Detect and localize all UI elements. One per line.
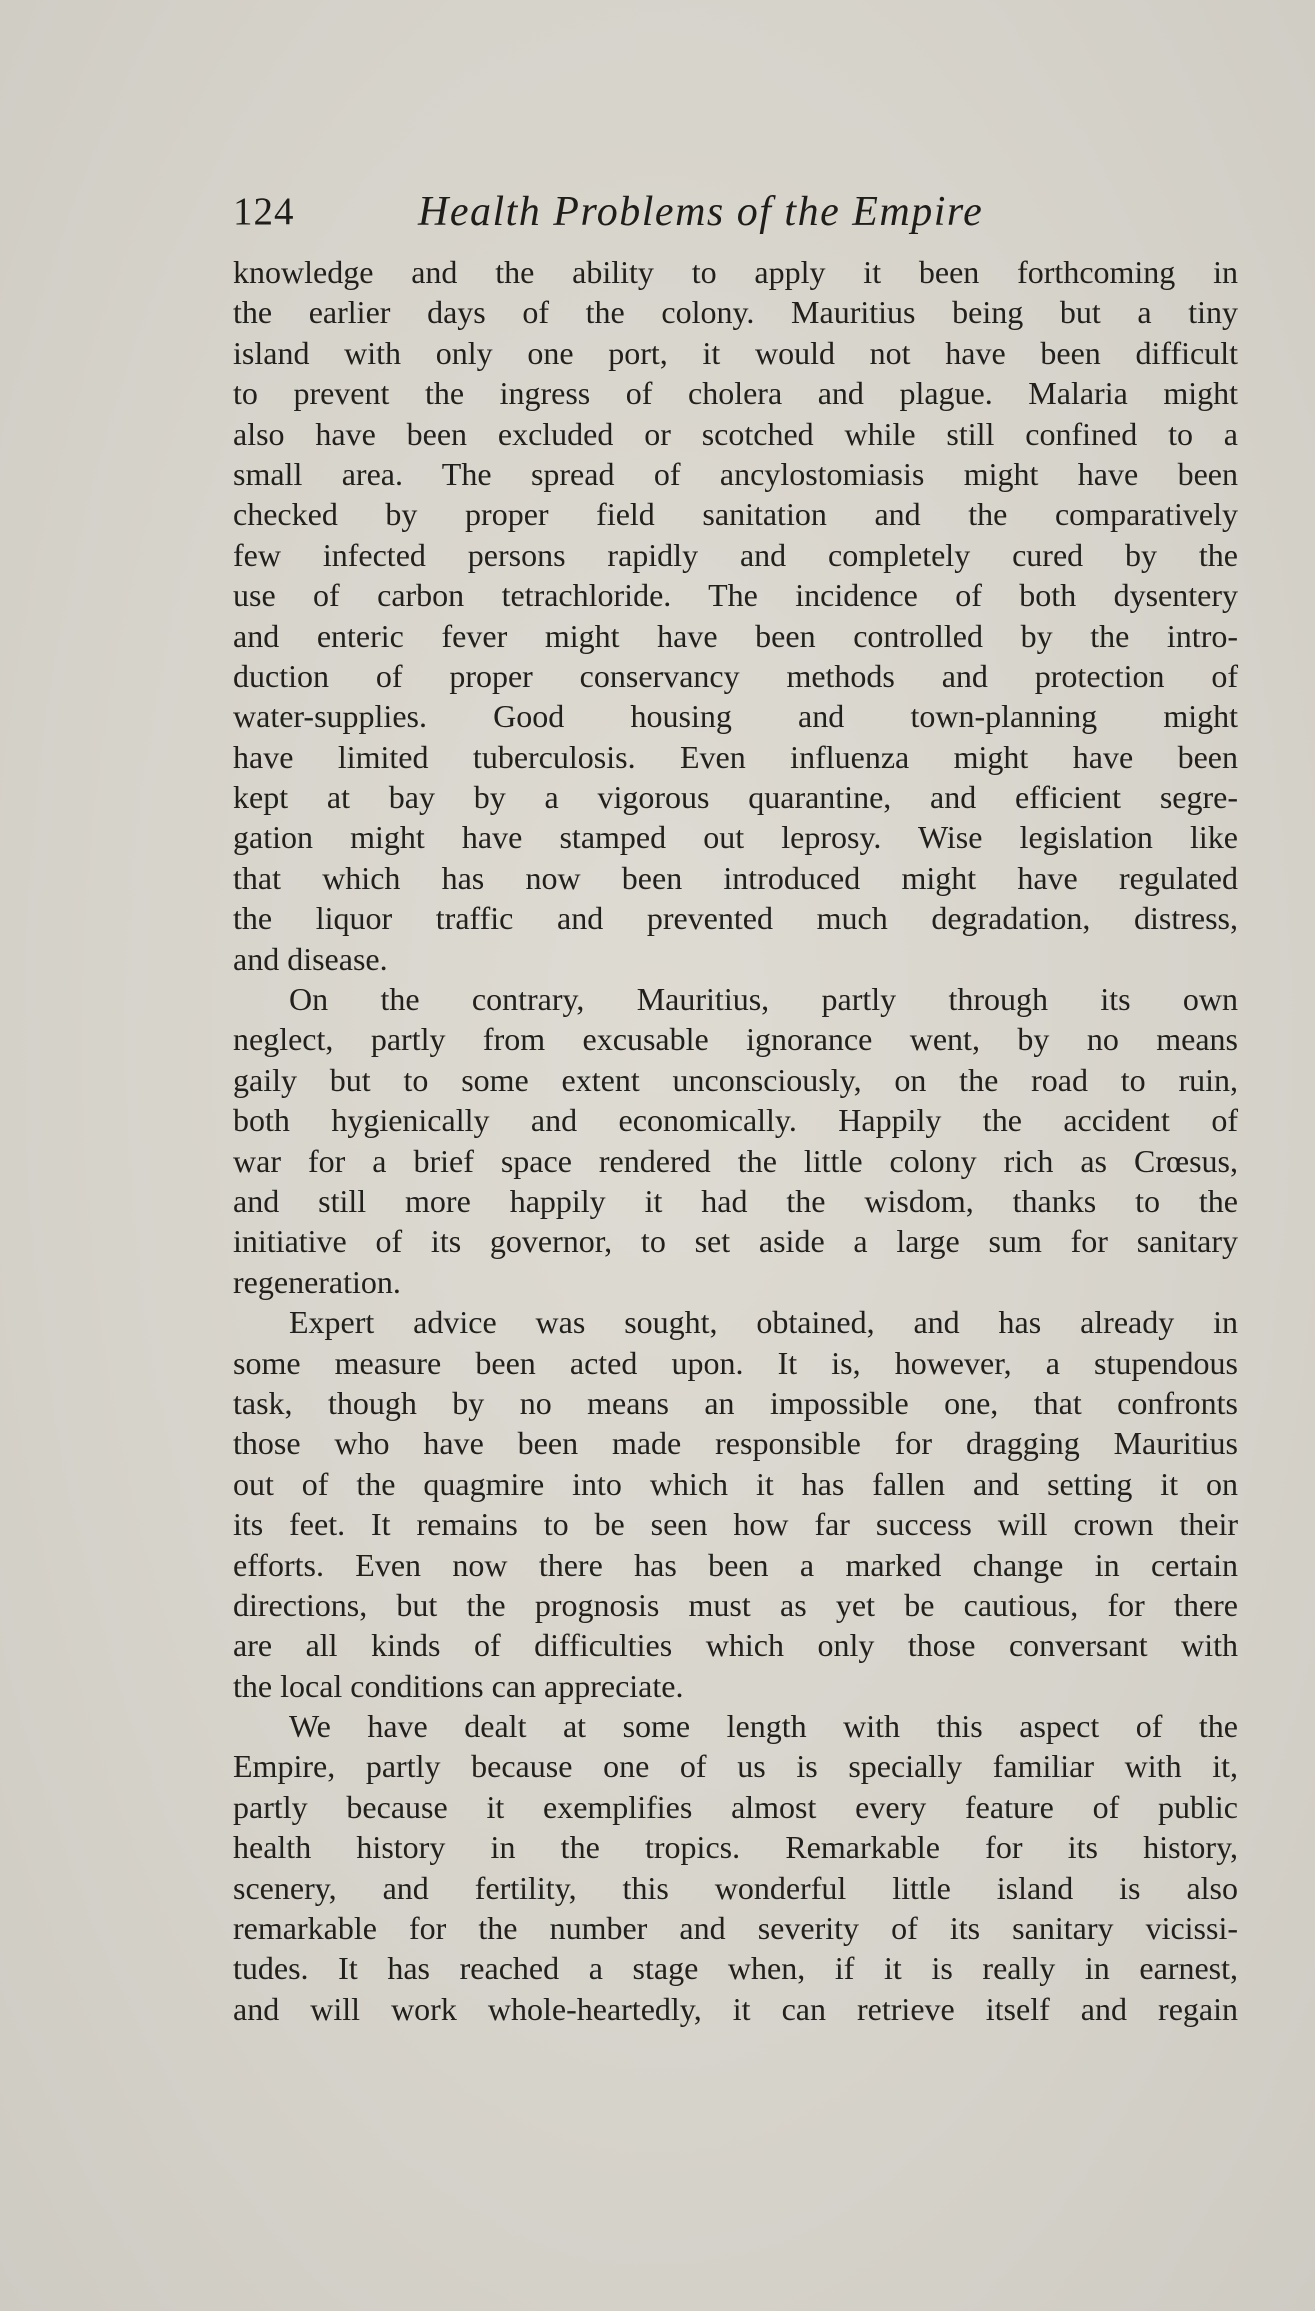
text-line: We have dealt at some length with this aspect of the: [289, 1708, 1238, 1745]
text-line: small area. The spread of ancylostomiasis might have been: [233, 455, 1238, 492]
text-line: both hygienically and economically. Happily the accident of: [233, 1102, 1238, 1139]
text-line: efforts. Even now there has been a marked change in certain: [233, 1546, 1238, 1583]
text-line: scenery, and fertility, this wonderful little island is also: [233, 1869, 1238, 1906]
text-line: out of the quagmire into which it has fallen and setting it on: [233, 1465, 1238, 1502]
text-line: regeneration.: [233, 1263, 401, 1300]
text-line: war for a brief space rendered the little colony rich as Crœsus,: [233, 1142, 1238, 1179]
text-line: water-supplies. Good housing and town-planning might: [233, 698, 1238, 735]
text-line: neglect, partly from excusable ignorance went, by no means: [233, 1021, 1238, 1058]
text-line: knowledge and the ability to apply it been forthcoming in: [233, 254, 1238, 290]
text-line: the local conditions can appreciate.: [233, 1667, 684, 1704]
body-text: [233, 252, 1238, 2029]
text-line: checked by proper field sanitation and the comparatively: [233, 496, 1238, 533]
text-line: its feet. It remains to be seen how far success will crown their: [233, 1506, 1238, 1543]
text-line: that which has now been introduced might have regulated: [233, 859, 1238, 896]
running-title: Health Problems of the Empire: [418, 189, 984, 235]
text-line: use of carbon tetrachloride. The incidence of both dysentery: [233, 577, 1238, 614]
text-line: the earlier days of the colony. Mauritius being but a tiny: [233, 294, 1238, 331]
text-line: gaily but to some extent unconsciously, on the road to ruin,: [233, 1061, 1238, 1098]
text-line: the liquor traffic and prevented much degradation, distress,: [233, 900, 1238, 937]
text-line: and still more happily it had the wisdom, thanks to the: [233, 1182, 1238, 1219]
text-line: and will work whole-heartedly, it can retrieve itself and regain: [233, 1990, 1238, 2027]
text-line: On the contrary, Mauritius, partly through its own: [289, 981, 1238, 1018]
text-line: directions, but the prognosis must as yet be cautious, for there: [233, 1586, 1238, 1623]
text-line: to prevent the ingress of cholera and plague. Malaria might: [233, 375, 1238, 412]
page-number: 124: [233, 190, 295, 233]
text-line: have limited tuberculosis. Even influenza might have been: [233, 738, 1238, 775]
text-line: island with only one port, it would not have been difficult: [233, 334, 1238, 371]
text-line: duction of proper conservancy methods and protection of: [233, 657, 1238, 694]
text-line: Empire, partly because one of us is specially familiar with it,: [233, 1748, 1238, 1785]
text-line: kept at bay by a vigorous quarantine, and efficient segre-: [233, 779, 1238, 816]
text-line: Expert advice was sought, obtained, and has already in: [289, 1304, 1238, 1341]
text-line: few infected persons rapidly and completely cured by the: [233, 536, 1238, 573]
text-line: gation might have stamped out leprosy. Wise legislation like: [233, 819, 1238, 856]
text-line: also have been excluded or scotched while still confined to a: [233, 415, 1238, 452]
running-head: [233, 182, 1073, 242]
text-line: and disease.: [233, 940, 388, 977]
text-line: remarkable for the number and severity of its sanitary vicissi-: [233, 1910, 1238, 1947]
text-line: task, though by no means an impossible one, that confronts: [233, 1384, 1238, 1421]
text-line: some measure been acted upon. It is, however, a stupendous: [233, 1344, 1238, 1381]
text-line: partly because it exemplifies almost every feature of public: [233, 1788, 1238, 1825]
text-line: tudes. It has reached a stage when, if it is really in earnest,: [233, 1950, 1238, 1987]
text-line: initiative of its governor, to set aside a large sum for sanitary: [233, 1223, 1238, 1260]
text-line: are all kinds of difficulties which only those conversant with: [233, 1627, 1238, 1664]
text-line: health history in the tropics. Remarkable for its history,: [233, 1829, 1238, 1866]
text-line: those who have been made responsible for dragging Mauritius: [233, 1425, 1238, 1462]
text-line: and enteric fever might have been controlled by the intro-: [233, 617, 1238, 654]
